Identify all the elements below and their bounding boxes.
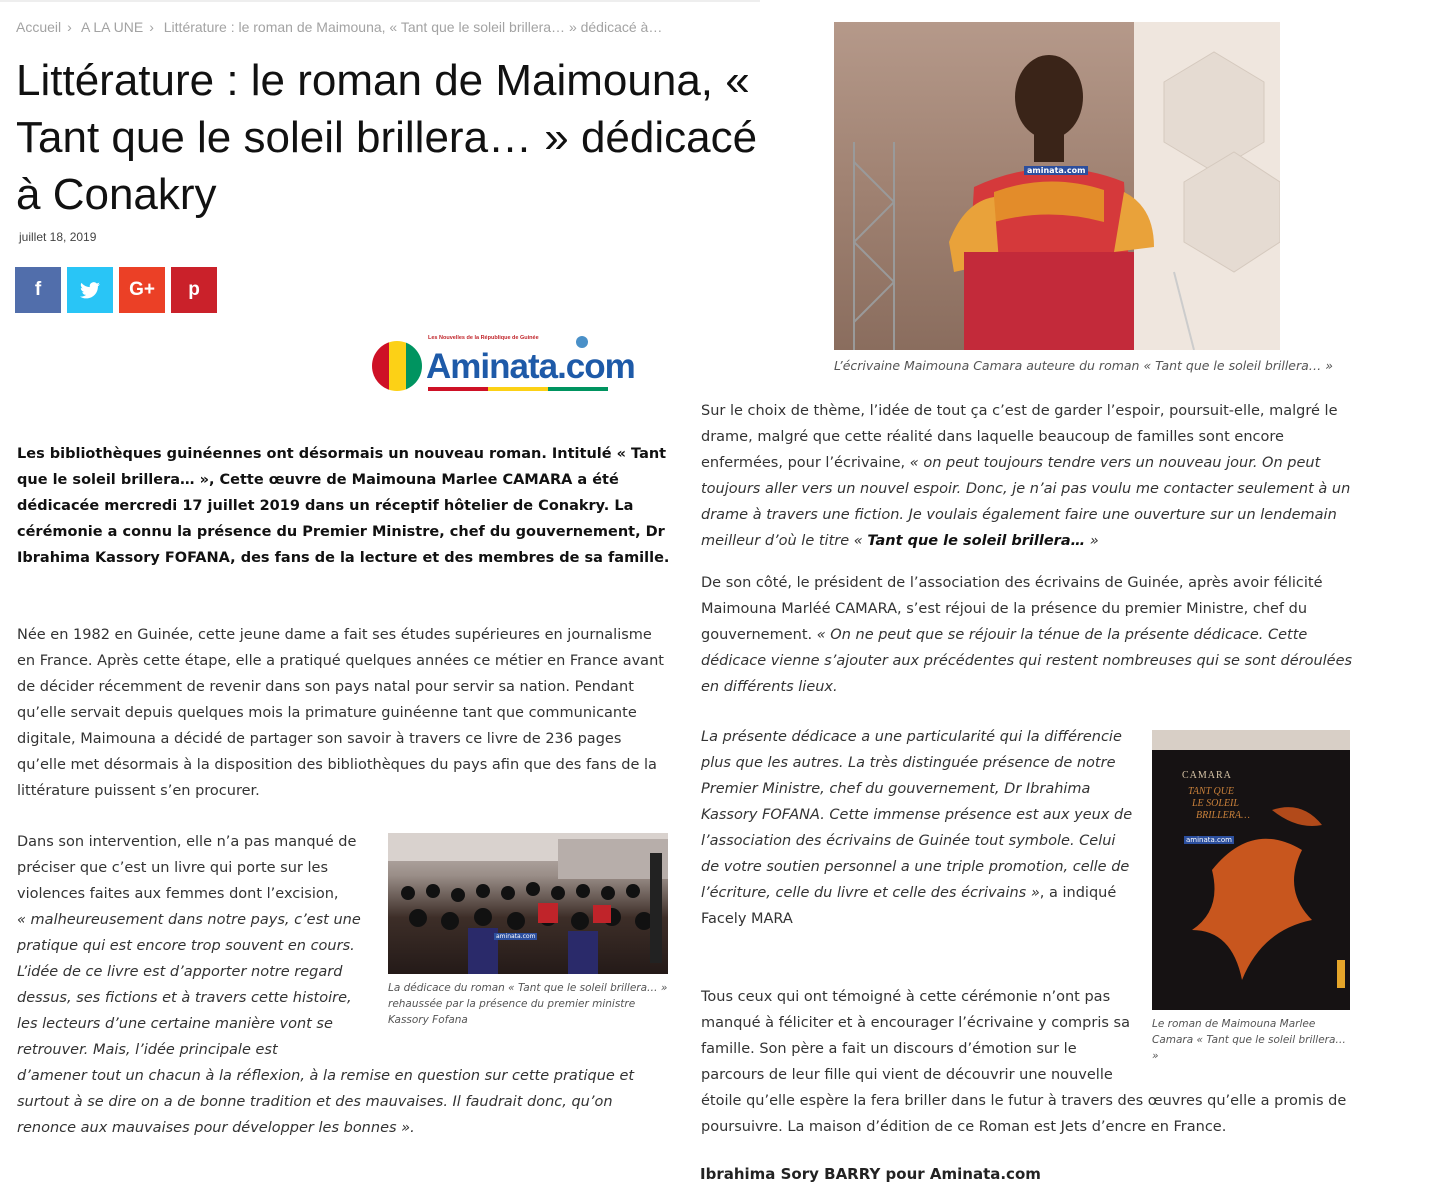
author-photo-caption: L’écrivaine Maimouna Camara auteure du roman « Tant que le soleil brillera… » <box>834 358 1333 373</box>
facebook-share-button[interactable] <box>15 267 61 313</box>
top-divider <box>0 0 760 2</box>
body-paragraph-5: La présente dédicace a une particularité qui la différencie plus que les autres. La très distinguée présence de notre Premier Ministre, chef du gouvernement, Dr Ibrahima Kassory FOFANA. Cette immense présence est aux yeux de l’association des écrivains de Guinée tout symbole. Celui de votre soutien personnel a une triple promotion, celle de l’écriture, celle du livre et celle des écrivains », a indiqué Facely MARA <box>701 729 1133 927</box>
publish-date: juillet 18, 2019 <box>19 230 97 244</box>
book-cover-title-3: BRILLERA… <box>1196 810 1250 821</box>
crowd-watermark: aminata.com <box>496 933 536 940</box>
crowd-photo-caption: La dédicace du roman « Tant que le soleil brillera… » rehaussée par la présence du premier ministre Kassory Fofana <box>388 982 668 1026</box>
logo-tagline: Les Nouvelles de la République de Guinée <box>428 335 539 341</box>
googleplus-icon: G+ <box>129 279 155 300</box>
breadcrumb-separator-icon: › <box>149 19 154 35</box>
book-cover-author: CAMARA <box>1182 770 1232 781</box>
book-cover-photo <box>1152 730 1350 1010</box>
twitter-share-button[interactable] <box>67 267 113 313</box>
author-photo-watermark: aminata.com <box>1024 166 1088 175</box>
book-cover-watermark: aminata.com <box>1186 836 1232 844</box>
book-cover-title-2: LE SOLEIL <box>1192 798 1239 809</box>
body-paragraph-3: Sur le choix de thème, l’idée de tout ça c’est de garder l’espoir, poursuit-elle, malgré le drame, malgré que cette réalité dans laquelle beaucoup de familles sont encore enfermées, pour l’écrivaine, « on peut toujours tendre vers un nouveau jour. On peut toujours aller vers un nouvel espoir. Donc, je n’ai pas voulu me contacter seulement à un drame à travers une fiction. Je voulais également faire une ouverture sur un lendemain meilleur d’où le titre « Tant que le soleil brillera… » <box>701 403 1351 549</box>
breadcrumb <box>16 19 668 35</box>
facebook-icon: f <box>34 279 42 300</box>
site-logo <box>370 333 635 399</box>
googleplus-share-button[interactable] <box>119 267 165 313</box>
breadcrumb-home[interactable]: Accueil <box>16 19 62 35</box>
body-paragraph-2c: d’amener tout un chacun à la réflexion, à la remise en question sur cette pratique et surtout à se dire on a de bonne tradition et des mauvaises. Il faudrait donc, qu’on renonce aux mauvaises pour développer les bonnes ». <box>17 1068 635 1136</box>
breadcrumb-separator-icon: › <box>67 19 72 35</box>
pinterest-share-button[interactable] <box>171 267 217 313</box>
body-paragraph-1: Née en 1982 en Guinée, cette jeune dame a fait ses études supérieures en journalisme en France. Après cette étape, elle a pratiqué quelques années ce métier en France avant de décider récemment de revenir dans son pays natal pour servir sa nation. Pendant qu’elle servait depuis quelques mois la primature guinéenne tant que communicante digitale, Maimouna a décidé de partager son savoir à travers ce livre de 236 pages qu’elle met désormais à la disposition des bibliothèques du pays afin que des fans de la littérature puissent s’en procurer. <box>17 627 664 799</box>
twitter-icon <box>80 282 100 299</box>
breadcrumb-current: Littérature : le roman de Maimouna, « Tant que le soleil brillera… » dédicacé à… <box>163 19 663 35</box>
page-title: Littérature : le roman de Maimouna, « Tant que le soleil brillera… » dédicacé à Conakry <box>16 56 758 219</box>
breadcrumb-section[interactable]: A LA UNE <box>80 19 144 35</box>
body-paragraph-2a: Dans son intervention, elle n’a pas manqué de préciser que c’est un livre qui porte sur les violences faites aux femmes dont l’excision, <box>17 834 357 902</box>
author-photo <box>834 22 1280 350</box>
book-cover-title-1: TANT QUE <box>1188 786 1235 797</box>
crowd-photo <box>388 833 668 974</box>
logo-text: Aminata.com <box>426 347 635 386</box>
book-cover-caption: Le roman de Maimouna Marlee Camara « Tant que le soleil brillera… » <box>1152 1018 1346 1062</box>
body-paragraph-6a: Tous ceux qui ont témoigné à cette cérémonie n’ont pas manqué à féliciter et à encourager l’écrivaine y compris sa famille. Son père a fait un discours d’émotion sur le parcours de leur fille qui vient de découvrir une nouvelle <box>701 989 1130 1083</box>
author-signature: Ibrahima Sory BARRY pour Aminata.com <box>700 1165 1041 1183</box>
pinterest-icon: p <box>188 279 200 300</box>
body-paragraph-4: De son côté, le président de l’association des écrivains de Guinée, après avoir félicité Maimouna Marléé CAMARA, s’est réjoui de la présence du premier Ministre, chef du gouvernement. « On ne peut que se réjouir la ténue de la présente dédicace. Cette dédicace vienne s’ajouter aux précédentes qui restent nombreuses qui se sont déroulées en différents lieux. <box>701 575 1353 695</box>
lead-paragraph: Les bibliothèques guinéennes ont désormais un nouveau roman. Intitulé « Tant que le soleil brillera… », Cette œuvre de Maimouna Marlee CAMARA a été dédicacée mercredi 17 juillet 2019 dans un réceptif hôtelier de Conakry. La cérémonie a connu la présence du Premier Ministre, chef du gouvernement, Dr Ibrahima Kassory FOFANA, des fans de la lecture et des membres de sa famille. <box>17 446 670 566</box>
body-paragraph-2b: « malheureusement dans notre pays, c’est une pratique qui est encore trop souvent en cours. L’idée de ce livre est d’apporter notre regard dessus, ses fictions et à travers cette histoire, les lecteurs d’une certaine manière vont se retrouver. Mais, l’idée principale est <box>17 912 361 1058</box>
body-paragraph-6b: étoile qu’elle espère la fera briller dans le futur à travers des œuvres qu’elle a promis de poursuivre. La maison d’édition de ce Roman est Jets d’encre en France. <box>701 1093 1347 1135</box>
share-bar <box>15 267 217 313</box>
